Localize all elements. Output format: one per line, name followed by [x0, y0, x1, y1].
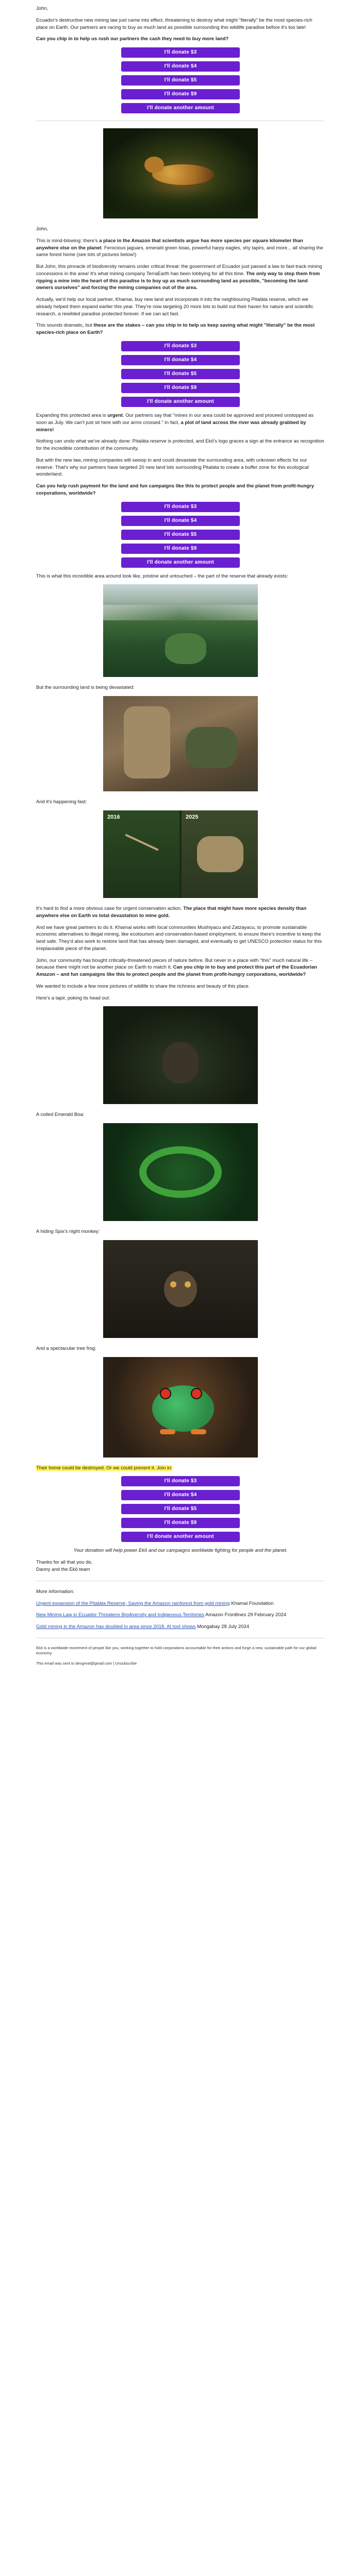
- more-info-list: [36, 1600, 325, 1631]
- donate-group-3: [36, 502, 325, 568]
- donate-5-button[interactable]: I'll donate $5: [121, 1504, 240, 1514]
- donate-3-button[interactable]: I'll donate $3: [121, 341, 240, 351]
- donate-group-4: [36, 1476, 325, 1542]
- satellite-2016-panel: [103, 810, 179, 898]
- emerald-boa-image: [103, 1123, 258, 1221]
- donate-4-button[interactable]: I'll donate $4: [121, 61, 240, 72]
- donate-other-button[interactable]: I'll donate another amount: [121, 557, 240, 568]
- donate-9-button[interactable]: I'll donate $9: [121, 89, 240, 99]
- body-p7: But with the new law, mining companies will swoop in and could devastate the surrounding area, with unknown effects for our reserve. That's why our partners have targeted 20 new land lots surrounding Pitaláta to create a buffer zone for this ecological wonderland.: [36, 457, 309, 478]
- more-info-label: More information:: [36, 1588, 74, 1595]
- more-info-link[interactable]: New Mining Law in Ecuador Threatens Biodiversity and Indigenous Territories: [36, 1612, 204, 1618]
- body-p9: It's hard to find a more obvious case for urgent conservation action. The place that might have more species density than anywhere else on Earth vs total devastation to mine gold.: [36, 905, 307, 919]
- intro-greeting: John,: [36, 6, 48, 11]
- body-greeting: John,: [36, 226, 48, 232]
- donate-3-button[interactable]: I'll donate $3: [121, 47, 240, 58]
- forest-aerial-image: [103, 584, 258, 677]
- body-p12: We wanted to include a few more pictures of wildlife to share the richness and beauty of this place.: [36, 983, 250, 989]
- caption-forest: This is what this incredible area around look like, pristine and untouched – the part of the reserve that already exists:: [36, 573, 288, 579]
- caption-devastation: But the surrounding land is being devastated:: [36, 685, 135, 691]
- caption-tapir: Here's a tapir, poking its head out:: [36, 995, 110, 1001]
- donate-other-button[interactable]: I'll donate another amount: [121, 103, 240, 113]
- body-p11: John, our community has bought critically-threatened pieces of nature before. But never in a place with "this" much natural life – because there might not be another place on Earth to match it. Can you chip in to buy and protect this part of the Ecuadorian Amazon – and fun campaigns like this to protect people and the planet from profit-hungry corporations, worldwide?: [36, 957, 317, 978]
- body-p5: Expanding this protected area is urgent. Our partners say that "mines in our area could be approved and proceed unstopped as soon as July. We can't just sit here with our arms crossed." In fact, a plot of land across the river was already grabbed by miners!: [36, 413, 314, 433]
- donate-5-button[interactable]: I'll donate $5: [121, 530, 240, 540]
- body-p3: Actually, we'd help our local partner, Khamai, buy new land and incorporate it into the neighbouring Pitaláta reserve, which we already helped them expand earlier this year. They're now targeting 20 more lots to build out their haven for nature and scientific research, a rewilded paradise protected forever. If we can act fast.: [36, 297, 314, 317]
- body-p1: This is mind-blowing: there's a place in the Amazon that scientists argue has more species per square kilometer than anywhere else on the planet. Ferocious jaguars, emerald green boas, powerful harpy eagles, shy tapirs, and more... all sharing the same forest home (see lots of pictures below!): [36, 238, 323, 258]
- jaguar-image: [103, 128, 258, 218]
- more-info-link[interactable]: Urgent expansion of the Pitaláta Reserve, Saving the Amazon rainforest from gold mining: [36, 1600, 230, 1606]
- body-p4: This sounds dramatic, but these are the stakes – can you chip in to help us keep saving what might "literally" be the most species-rich place on Earth?: [36, 323, 315, 336]
- highlight-callout: Their home could be destroyed. Or we could prevent it. Join in:: [36, 1465, 173, 1471]
- donate-9-button[interactable]: I'll donate $9: [121, 383, 240, 393]
- body-p8: Can you help rush payment for the land and fun campaigns like this to protect people and the planet from profit-hungry corporations, worldwide?: [36, 483, 314, 496]
- more-info-item: Urgent expansion of the Pitaláta Reserve, Saving the Amazon rainforest from gold mining Khamai Foundation: [36, 1600, 274, 1606]
- tagline: Your donation will help power Ekō and our campaigns worldwide fighting for people and the planet.: [73, 1548, 288, 1554]
- donate-group-2: [36, 341, 325, 407]
- year-label-2016: 2016: [107, 814, 120, 820]
- caption-frog: And a spectacular tree frog:: [36, 1345, 96, 1351]
- caption-monkey: A hiding Spix's night monkey:: [36, 1229, 100, 1235]
- email-body: [36, 0, 325, 1666]
- satellite-comparison-image: [103, 810, 258, 898]
- mining-devastation-image: [103, 696, 258, 791]
- footer-unsubscribe[interactable]: This email was sent to devgreat@gmail.com | Unsubscribe: [36, 1660, 137, 1666]
- tree-frog-image: [103, 1357, 258, 1458]
- donate-9-button[interactable]: I'll donate $9: [121, 544, 240, 554]
- intro-ask: Can you chip in to help us rush our partners the cash they need to buy more land?: [36, 36, 229, 42]
- intro-paragraph: Ecuador's destructive new mining law just came into effect, threatening to destroy what might "literally" be the most species-rich place on Earth. Our partners are racing to buy as much land as possible surrounding this wildlife paradise before it's too late!: [36, 17, 313, 30]
- more-info-link[interactable]: Gold mining in the Amazon has doubled in area since 2018. AI tool shows: [36, 1624, 196, 1630]
- night-monkey-image: [103, 1240, 258, 1338]
- donate-3-button[interactable]: I'll donate $3: [121, 1476, 240, 1486]
- donate-other-button[interactable]: I'll donate another amount: [121, 1532, 240, 1542]
- donate-other-button[interactable]: I'll donate another amount: [121, 397, 240, 407]
- donate-4-button[interactable]: I'll donate $4: [121, 355, 240, 365]
- satellite-2025-panel: [182, 810, 258, 898]
- donate-4-button[interactable]: I'll donate $4: [121, 1490, 240, 1500]
- donate-group-1: [36, 47, 325, 113]
- donate-9-button[interactable]: I'll donate $9: [121, 1518, 240, 1528]
- thanks: Thanks for all that you do, Danny and the Ekō team: [36, 1560, 93, 1572]
- footer-about: Ekō is a worldwide movement of people like you, working together to hold corporations accountable for their actions and forge a new, sustainable path for our global economy.: [36, 1645, 317, 1656]
- donate-4-button[interactable]: I'll donate $4: [121, 516, 240, 526]
- more-info-item: Gold mining in the Amazon has doubled in area since 2018. AI tool shows Mongabay 28 July 2024: [36, 1624, 250, 1630]
- year-label-2025: 2025: [186, 814, 199, 820]
- body-p10: And we have great partners to do it. Khamai works with local communities Mushiyacu and Zatzayacu, to promote sustainable economic alternatives to illegal mining, like ecotourism and conservation-based employment, to ensure there's incentive to keep the land safe. They'd also work to restore land that has already been damaged, and eventually to get UNESCO protection status for this irreplaceable piece of the planet.: [36, 924, 322, 952]
- donate-5-button[interactable]: I'll donate $5: [121, 369, 240, 379]
- donate-5-button[interactable]: I'll donate $5: [121, 75, 240, 86]
- body-p2: But John, this pinnacle of biodiversity remains under critical threat: the government of Ecuador just passed a law to fast-track mining concessions in the area! It's what mining company TerraEarth has been lobbying for all this time. The only way to stop them from ripping a mine into the heart of this paradise is to buy up as much surrounding land as possible, "becoming the land owners ourselves" and forcing the mining companies out of the area.: [36, 264, 322, 291]
- caption-boa: A coiled Emerald Boa:: [36, 1112, 85, 1118]
- caption-fast: And it's happening fast:: [36, 799, 87, 805]
- body-p6: Nothing can undo what we've already done: Pitaláta reserve is protected, and Ekō's logo graces a sign at the entrance as recognition for the incredible contribution of the community.: [36, 438, 324, 452]
- tapir-image: [103, 1006, 258, 1104]
- donate-3-button[interactable]: I'll donate $3: [121, 502, 240, 512]
- more-info-item: New Mining Law in Ecuador Threatens Biodiversity and Indigenous Territories Amazon Frontlines 29 February 2024: [36, 1612, 286, 1618]
